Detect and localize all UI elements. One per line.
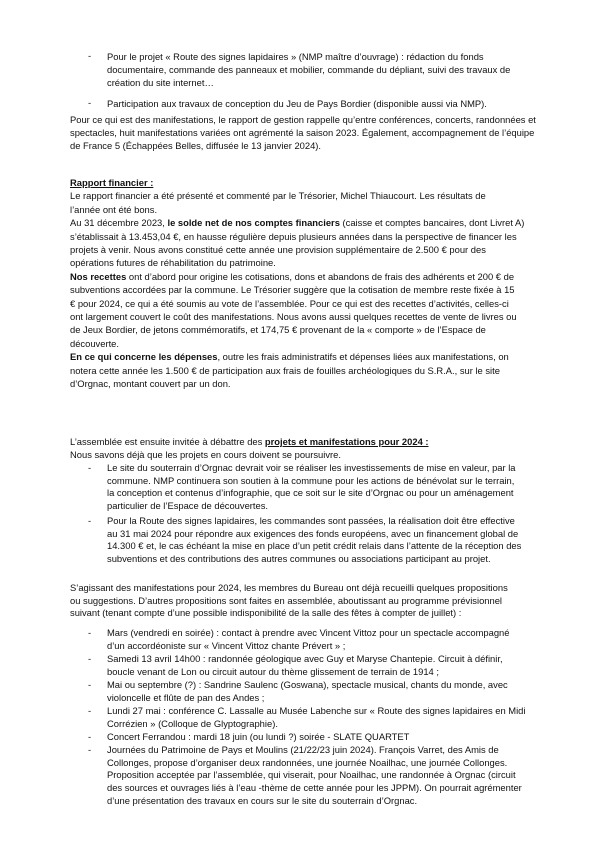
bullet-dash: - — [88, 462, 92, 473]
list-item: Mai ou septembre (?) : Sandrine Saulenc (Goswana), spectacle musical, chants du monde, avec violoncelle et flûte de pan des Andes ; — [107, 679, 508, 703]
list-item: Pour la Route des signes lapidaires, les commandes sont passées, la réalisation doit être effective au 31 mai 2024 pour répondre aux exigences des fonds européens, avec un financement global de 14.300 € et, le cas échéant la mise en place d’un petit crédit relais dans l’attente de la réception des subventions et des contributions des autres communes ou associations participant au projet. — [107, 515, 522, 565]
depenses-line: En ce qui concerne les dépenses, outre les frais administratifs et dépenses liées aux manifestations, on — [70, 351, 509, 363]
list-item: Mars (vendredi en soirée) : contact à prendre avec Vincent Vittoz pour un spectacle accompagné d’un accordéoniste sur « Vincent Vittoz chante Prévert » ; — [107, 627, 510, 651]
manifestations-paragraph: Pour ce qui est des manifestations, le rapport de gestion rappelle qu’entre conférences, concerts, randonnées et spectacles, huit manifestations variées ont agrémenté la saison 2023. Également, accompagnement de l’équipe de France 5 (Échappées Belles, diffusée le 13 janvier 2024). — [70, 114, 536, 152]
bullet-dash: - — [88, 627, 92, 638]
manifestations-2024-paragraph: S’agissant des manifestations pour 2024, les membres du Bureau ont déjà recueilli quelques propositions ou suggestions. D’autres propositions sont faites en assemblée, aboutissant au programme prévisionnel suivant (tenant compte d’une possible indisponibilité de la salle des fêtes à compter de juillet) : — [70, 582, 508, 619]
recettes-line: Nos recettes ont d’abord pour origine les cotisations, dons et abandons de frais des adhérents et 200 € de — [70, 270, 515, 282]
list-item: Pour le projet « Route des signes lapidaires » (NMP maître d’ouvrage) : rédaction du fonds documentaire, commande des panneaux et mobilier, commande du dépliant, suivi des travaux de création du site internet… — [107, 51, 511, 89]
list-item: Samedi 13 avril 14h00 : randonnée géologique avec Guy et Maryse Chantepie. Circuit à définir, boucle venant de Lon ou circuit autour du thème glissement de terrain de 1914 ; — [107, 653, 503, 677]
list-item: Lundi 27 mai : conférence C. Lassalle au Musée Labenche sur « Route des signes lapidaires en Midi Corrézien » (Colloque de Glyptographie). — [107, 705, 526, 729]
section-heading: Rapport financier : — [70, 177, 154, 188]
list-item: Journées du Patrimoine de Pays et Moulins (21/22/23 juin 2024). François Varret, des Amis de Collonges, propose d’organiser deux randonnées, une journée Noailhac, une journée Collonges. Proposition acceptée par l’assemblée, qui viserait, pour Noailhac, une randonnée à Orgnac (circuit des sources et ouvrages liés à l’eau -thème de cette année pour les JPPM). On pourrait agrémenter d’une présentation des travaux en cours sur le site du souterrain d’Orgnac. — [107, 744, 522, 806]
bullet-dash: - — [88, 679, 92, 690]
solde-line: Au 31 décembre 2023, le solde net de nos comptes financiers (caisse et comptes bancaires, dont Livret A) — [70, 217, 525, 229]
list-item: Le site du souterrain d’Orgnac devrait voir se réaliser les investissements de mise en valeur, par la commune. NMP continuera son soutien à la commune pour les actions de bénévolat sur le terrain, la conception et contenus d’infographie, que ce soit sur le site d’Orgnac ou pour un aménagement particulier de l’Espace de découvertes. — [107, 462, 516, 512]
bullet-dash: - — [88, 744, 92, 755]
list-item: Concert Ferrandou : mardi 18 juin (ou lundi ?) soirée - SLATE QUARTET — [107, 731, 410, 742]
bullet-dash: - — [88, 705, 92, 716]
bullet-dash: - — [88, 50, 92, 61]
bullet-dash: - — [88, 731, 92, 742]
bullet-dash: - — [88, 515, 92, 526]
assemblee-paragraph: L’assemblée est ensuite invitée à débattre des projets et manifestations pour 2024 : Nous savons déjà que les projets en cours doivent se poursuivre. — [70, 436, 429, 460]
bullet-dash: - — [88, 97, 92, 108]
list-item: Participation aux travaux de conception du Jeu de Pays Bordier (disponible aussi via NMP). — [107, 98, 487, 109]
rapport-financier-section: Rapport financier : Le rapport financier a été présenté et commenté par le Trésorier, Michel Thiaucourt. Les résultats de l’année ont été bons. Au 31 décembre 2023, le solde net de nos comptes financiers (caisse et comptes bancaires, dont Livret A) s’établissait à 13.453,04 €, en hausse régulière depuis plusieurs années dans la perspective de financer les projets à venir. Nous avons constitué cette année une provision supplémentaire de 2.500 € pour des opérations futures de réhabilitation du patrimoine. Nos recettes ont d’abord pour origine les cotisations, dons et abandons de frais des adhérents et 200 € de subventions accordées par la commune. Le Trésorier suggère que la cotisation de membre reste fixée à 15 € pour 2024, ce qui a été soumis au vote de l’assemblée. Pour ce qui est des recettes d’activités, celles-ci ont largement couvert le coût des manifestations. Nous avons aussi quelques recettes de vente de livres ou de Jeux Bordier, de jetons commémoratifs, et 174,75 € provenant de la « comporte » de l’Espace de découverte. En ce qui concerne les dépenses, outre les frais administratifs et dépenses liées aux manifestations, on notera cette année les 1.500 € de participation aux frais de fouilles archéologiques du S.R.A., sur le site d’Orgnac, montant couvert par un don. — [70, 176, 548, 391]
bullet-dash: - — [88, 653, 92, 664]
